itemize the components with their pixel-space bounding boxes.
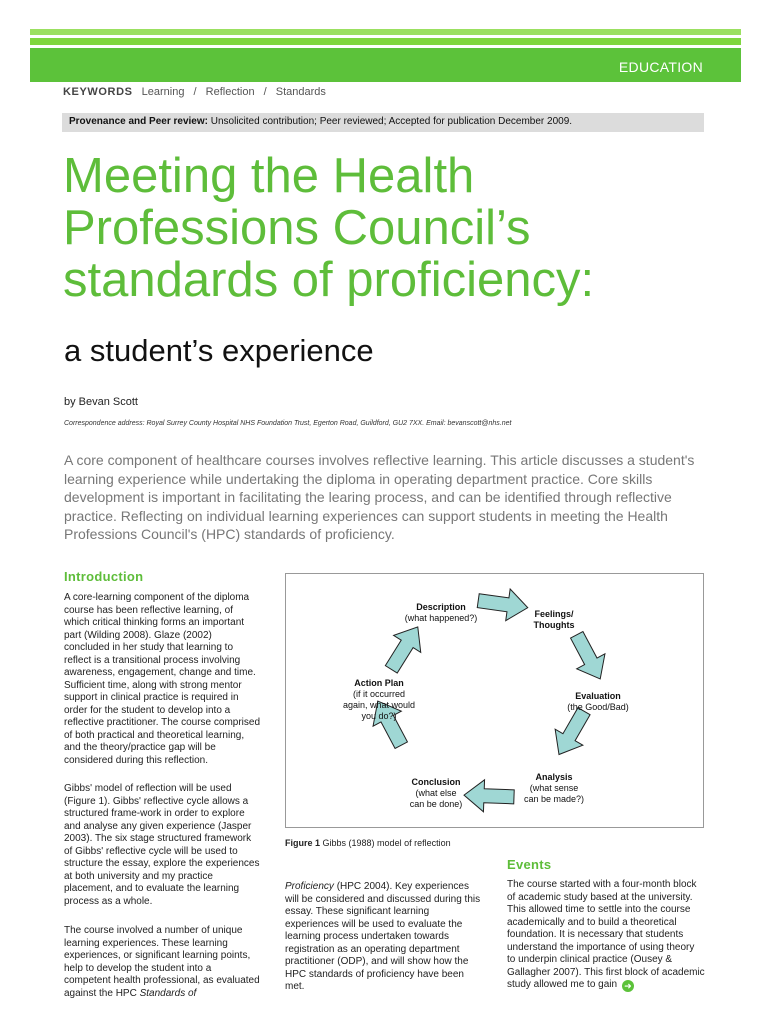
title-line: Professions Council’s (63, 201, 531, 255)
stage-title: Analysis (535, 772, 573, 782)
keywords-line (63, 86, 326, 98)
keyword-item: Standards (275, 86, 326, 98)
keyword-item: Learning (141, 86, 185, 98)
title-line: standards of proficiency: (63, 253, 595, 307)
article-subtitle: a student’s experience (64, 333, 374, 368)
introduction-paragraph: A core-learning component of the diploma course has been reflective learning, of which critical thinking forms an important part (Wilding 2008). Glaze (2002) concluded in her study that learning to reflect is a transitional process involving awareness, engagement, change and time. Sufficient time, along with strong mentor support in clinical practice is required in order for the student to develop into a reflective practitioner. The course comprised of both practical and theoretical learning, and the theory/practice gap will be considered during this reflection. (64, 592, 261, 766)
paragraph-text: The course started with a four-month block of academic study based at the university. This allowed time to settle into the course academically and to build a theoretical foundation. It is necessary that students understand the importance of using theory to underpin clinical practice (Ousey & Gallagher 2007). This first block of academic study allowed me to gain (507, 879, 705, 990)
stage-title: Evaluation (575, 691, 621, 701)
stage-detail: (the Good/Bad) (567, 702, 629, 712)
figure-caption-label: Figure 1 (285, 838, 321, 848)
byline: by Bevan Scott (64, 396, 138, 408)
stage-detail: you do?) (361, 711, 397, 721)
figure-gibbs-cycle (285, 573, 704, 828)
stage-title: Description (416, 602, 466, 612)
stage-detail: (what sense (529, 783, 579, 793)
introduction-paragraph: Gibbs' model of reflection will be used (Figure 1). Gibbs' reflective cycle allows a structured frame-work in order to explore and analyse any given experience (Jasper 2003). The six stage structured framework of Gibbs' reflective cycle will be used to structure the essay, explore the experiences at both university and my practice placement, and to evaluate the learning process as a whole. (64, 783, 260, 907)
introduction-paragraph (64, 925, 260, 1000)
stage-detail: (what else (415, 788, 457, 798)
figure-caption-text: Gibbs (1988) model of reflection (322, 838, 451, 848)
stage-detail: (if it occurred (352, 689, 406, 699)
paragraph-italic: Proficiency (285, 881, 334, 892)
events-paragraph (507, 879, 705, 992)
header-stripe-middle (30, 38, 741, 45)
keyword-separator: / (263, 86, 267, 98)
provenance-bar (62, 113, 704, 132)
abstract: A core component of healthcare courses involves reflective learning. This article discusses a student's learning experience while undertaking the diploma in operating department practice. Core skills development is important in facilitating the learing process, and can be identified through reflective practice. Reflecting on individual learning experiences can support students in meeting the Health Professions Council's (HPC) standards of proficiency. (64, 452, 695, 542)
stage-detail: again, what would (342, 700, 416, 710)
stage-detail: Thoughts (533, 620, 575, 630)
provenance-text: Unsolicited contribution; Peer reviewed; Accepted for publication December 2009. (210, 116, 573, 127)
keyword-item: Reflection (205, 86, 255, 98)
introduction-heading: Introduction (64, 569, 144, 584)
stage-detail: can be made?) (523, 794, 585, 804)
stage-detail: (what happened?) (404, 613, 478, 623)
correspondence-address: Correspondence address: Royal Surrey County Hospital NHS Foundation Trust, Egerton Road, Guildford, GU2 7XX. Email: bevanscott@nhs.net (64, 420, 512, 427)
gibbs-cycle-diagram (286, 574, 705, 829)
section-banner (30, 48, 741, 82)
header-stripe-top (30, 29, 741, 35)
cycle-arrow (463, 779, 514, 813)
keywords-label: KEYWORDS (63, 86, 133, 98)
paragraph-text: (HPC 2004). Key experiences will be considered and discussed during this essay. These significant learning experiences will be used to evaluate the learning process undertaken towards registration as an operating department practitioner (ODP), and will show how the HPC standards of proficiency have been met. (285, 881, 481, 992)
keyword-separator: / (193, 86, 197, 98)
stage-title: Action Plan (354, 678, 404, 688)
stage-detail: can be done) (409, 799, 463, 809)
cycle-arrow (545, 703, 598, 762)
paragraph-italic: Standards of (139, 987, 197, 999)
stage-title: Conclusion (411, 777, 461, 787)
title-line: Meeting the Health (63, 149, 475, 203)
figure-caption (285, 838, 451, 848)
cycle-arrow (563, 627, 615, 686)
article-title (63, 150, 743, 306)
body-paragraph (285, 881, 485, 994)
cycle-arrow (476, 585, 530, 624)
section-label: EDUCATION (618, 59, 703, 75)
events-heading: Events (507, 857, 552, 872)
continue-arrow-icon: ➜ (622, 980, 634, 992)
paragraph-text: The course involved a number of unique learning experiences. These learning experiences, or significant learning points, help to develop the student into a competent health professional, as evaluated against the HPC (64, 925, 260, 999)
stage-title: Feelings/ (534, 609, 574, 619)
provenance-label: Provenance and Peer review: (69, 116, 208, 127)
cycle-arrow (378, 618, 432, 677)
